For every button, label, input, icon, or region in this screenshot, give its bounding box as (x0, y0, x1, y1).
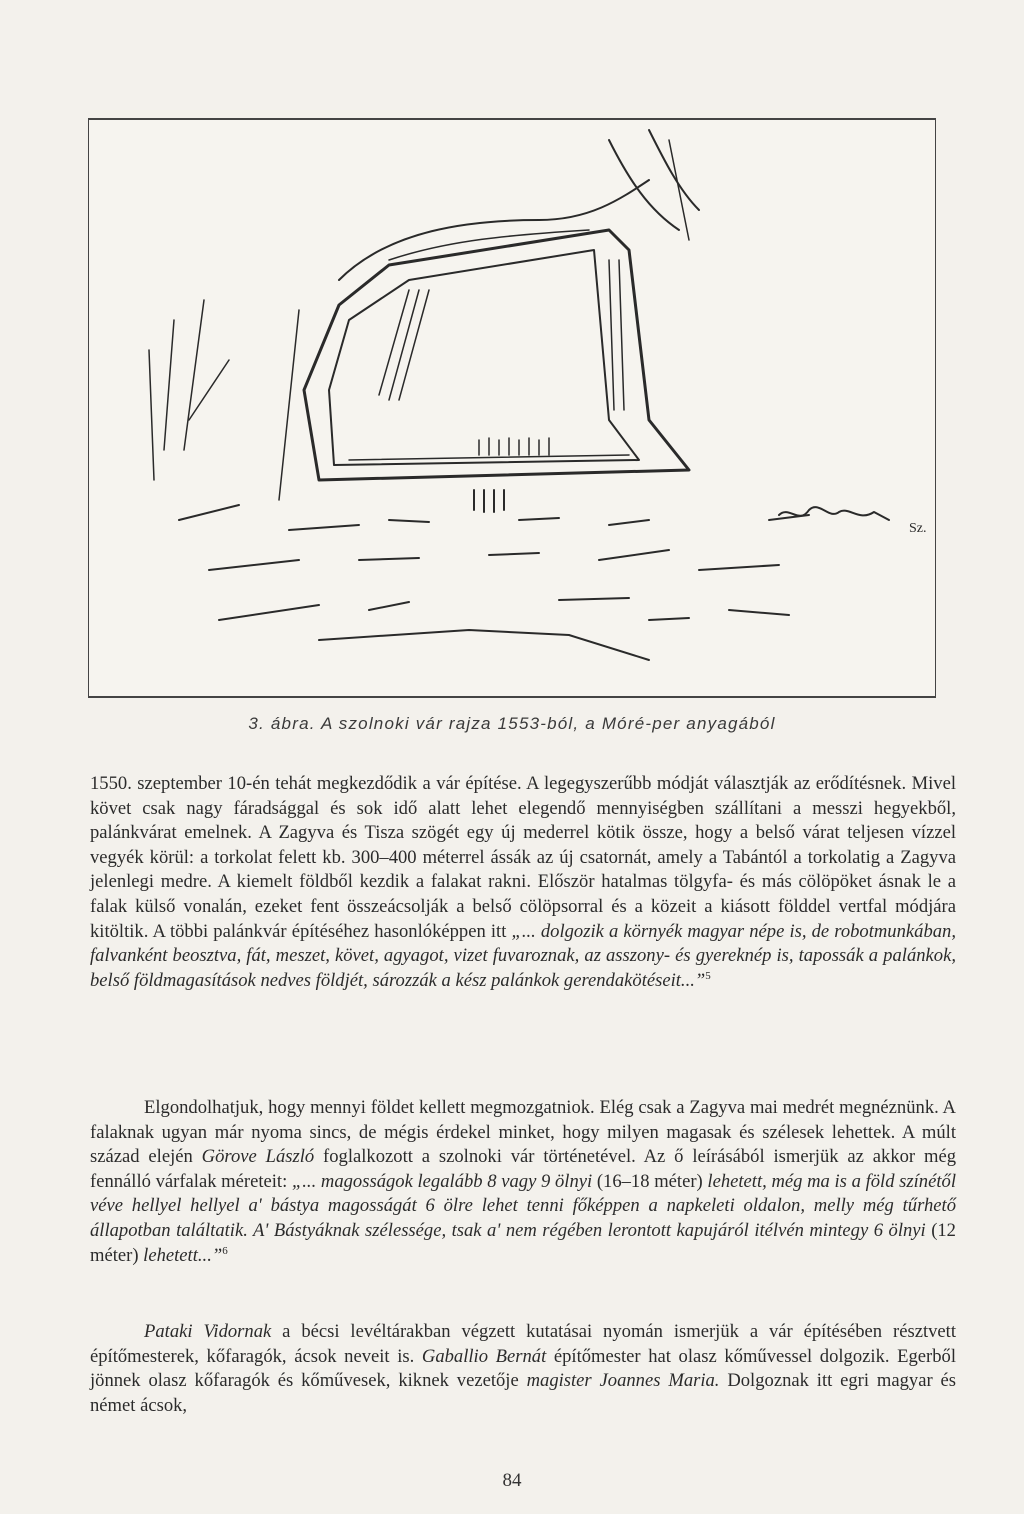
name-gaballio: Gaballio Bernát (421, 1345, 547, 1367)
paragraph-2-text-b: foglalkozott a szolnoki vár történetével. Az ő leírásából ismerjük az akkor még fennálló várfalak méreteit: (90, 1146, 956, 1192)
paragraph-2 (90, 1096, 956, 1268)
author-name-pataki: Pataki Vidornak (144, 1321, 272, 1342)
paragraph-2-quote-1: „... magosságok legalább 8 vagy 9 ölnyi (291, 1170, 593, 1192)
castle-sketch-illustration (89, 120, 935, 696)
paragraph-2-quote-2: lehetett, még ma is a föld színétől véve hellyel hellyel a' bástya magosságát 6 ölre lehet tenni főképpen a napkeleti oldalon, melly még tűrhető állapotban találtatik. A' Bástyáknak szélessége, tsak a' nem régében lerontott kapujáról itélvén mintegy 6 ölnyi (90, 1170, 956, 1241)
paragraph-3-text-c: Dolgoznak itt egri magyar és német ácsok, (90, 1370, 957, 1416)
figure-drawing (88, 118, 936, 698)
paragraph-3-text-b: építőmester hat olasz kőművessel dolgozik. Egerből jönnek olasz kőfaragók és kőművesek, kiknek vezetője (90, 1345, 956, 1392)
figure-caption: 3. ábra. A szolnoki vár rajza 1553-ból, a Móré-per anyagából (248, 714, 776, 733)
footnote-ref-6: 6 (222, 1244, 228, 1257)
author-name-gorove: Görove László (201, 1146, 315, 1168)
page-number: 84 (502, 1470, 522, 1491)
paragraph-2-text-d: (12 méter) (90, 1219, 956, 1266)
footnote-ref-5: 5 (705, 969, 711, 982)
paragraph-2-text-c: (16–18 méter) (592, 1170, 708, 1192)
paragraph-2-text-a: Elgondolhatjuk, hogy mennyi földet kellett megmozgatniok. Elég csak a Zagyva mai medrét megnéznünk. A falaknak ugyan már nyoma sincs, de mégis érdekel minket, hogy milyen magasak és szélesek lehettek. A múlt század elején (90, 1097, 956, 1168)
figure-signature: Sz. (909, 521, 927, 536)
name-joannes-maria: magister Joannes Maria. (526, 1370, 720, 1392)
paragraph-3-text-a: a bécsi levéltárakban végzett kutatásai nyomán ismerjük a vár építésében résztvett építőmesterek, kőfaragók, ácsok neveit is. (90, 1321, 956, 1367)
paragraph-1-quote: „... dolgozik a környék magyar népe is, de robotmunkában, falvanként beosztva, fát, meszet, követ, agyagot, vizet fuvaroznak, az asszony- és gyereknép is, tapossák a palánkok, belső földmagasítások nedves földjét, sározzák a kész palánkok gerendakötéseit...” (90, 920, 956, 991)
paragraph-1 (90, 772, 956, 993)
paragraph-1-text: 1550. szeptember 10-én tehát megkezdődik a vár építése. A legegyszerűbb módját választják az erődítésnek. Mivel követ csak nagy fáradsággal és sok idő alatt lehet elegendő mennyiségben szállítani a messzi hegyekből, palánkvárat emelnek. A Zagyva és Tisza szögét egy új mederrel kötik össze, hogy a belső várat teljesen vízzel vegyék körül: a torkolat felett kb. 300–400 méterrel ássák az új csatornát, amely a Tabántól a torkolatig a Zagyva jelenlegi medre. A kiemelt földből kezdik a falakat rakni. Először hatalmas tölgyfa- és más cölöpöket ásnak le a falak külső vonalán, ezeket fent összeácsolják a belső cölöpsorral és a közeit a kiásott földdel vertfal módjára kitöltik. A többi palánkvár építéséhez hasonlóképpen itt (90, 773, 956, 942)
paragraph-3 (90, 1320, 956, 1418)
paragraph-2-quote-3: lehetett...” (143, 1244, 223, 1266)
